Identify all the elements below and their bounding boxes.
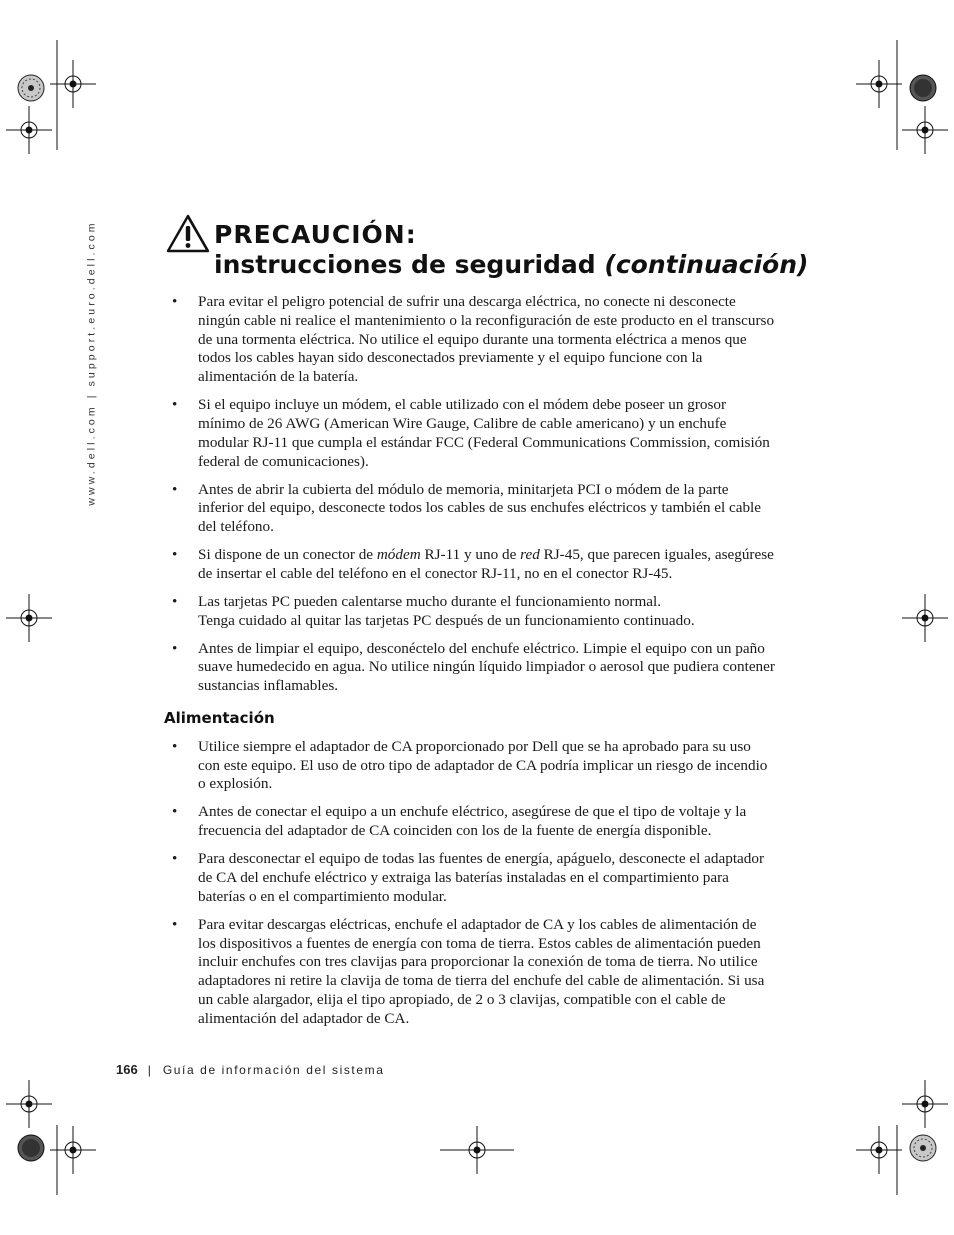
crosshair-target-icon <box>6 594 52 642</box>
power-bullet-list <box>166 738 776 1029</box>
bullet-text: RJ-45, que parecen iguales, asegúrese de insertar el cable del teléfono en el conector RJ-11, no en el conector RJ-45. <box>198 546 774 582</box>
bullet-text: Tenga cuidado al quitar las tarjetas PC después de un funcionamiento continuado. <box>198 611 695 629</box>
crosshair-target-icon <box>902 1080 948 1128</box>
bullet-text: Si dispone de un conector de <box>198 546 377 564</box>
bullet-item: • Si el equipo incluye un módem, el cable utilizado con el módem debe poseer un grosor mínimo de 26 AWG (American Wire Gauge, Calibre de cable americano) y un enchufe modular RJ-11 que cumpla el estándar FCC (Federal Communications Commission, comisión federal de comunicaciones). <box>166 396 776 471</box>
bullet-emphasis: módem <box>376 546 421 564</box>
crosshair-target-icon <box>6 1080 52 1128</box>
heading-line-2-main: instrucciones de seguridad <box>214 250 596 279</box>
section-heading-alimentacion: Alimentación <box>164 709 275 728</box>
crosshair-target-icon <box>856 1126 902 1174</box>
color-wheel-icon <box>910 75 936 101</box>
heading-line-2 <box>214 250 808 280</box>
bullet-item <box>166 546 776 584</box>
warning-triangle-icon <box>166 214 210 254</box>
bullet-item: • Antes de conectar el equipo a un enchufe eléctrico, asegúrese de que el tipo de voltaje y la frecuencia del adaptador de CA coinciden con los de la fuente de energía disponible. <box>166 803 776 841</box>
color-wheel-icon <box>18 75 44 101</box>
color-wheel-icon <box>18 1135 44 1161</box>
sidebar-url-text: www.dell.com | support.euro.dell.com <box>86 220 99 506</box>
bullet-item: • Para desconectar el equipo de todas las fuentes de energía, apáguelo, desconecte el adaptador de CA del enchufe eléctrico y extraiga las baterías instaladas en el compartimiento para baterías o en el compartimiento modular. <box>166 850 776 906</box>
heading-line-2-italic: (continuación) <box>604 250 809 279</box>
bullet-item: • Para evitar descargas eléctricas, enchufe el adaptador de CA y los cables de alimentación de los dispositivos a fuentes de energía con toma de tierra. Estos cables de alimentación pueden incluir enchufes con tres clavijas para proporcionar la conexión de toma de tierra. No utilice adaptadores ni retire la clavija de toma de tierra del enchufe del cable de alimentación. Si usa un cable alargador, elija el tipo apropiado, de 2 o 3 clavijas, compatible con el cable de alimentación del adaptador de CA. <box>166 916 776 1029</box>
page-number: 166 <box>116 1062 138 1077</box>
page-heading <box>214 220 808 280</box>
bullet-item: • Antes de abrir la cubierta del módulo de memoria, minitarjeta PCI o módem de la parte inferior del equipo, desconecte todos los cables de sus enchufes eléctricos y también el cable del teléfono. <box>166 481 776 537</box>
bullet-item: • Para evitar el peligro potencial de sufrir una descarga eléctrica, no conecte ni desconecte ningún cable ni realice el mantenimiento o la reconfiguración de este producto en el transcurso de una tormenta eléctrica. No utilice el equipo durante una tormenta eléctrica a menos que todos los cables hayan sido desconectados previamente y el equipo funcione con la alimentación de la batería. <box>166 293 776 387</box>
heading-line-1: PRECAUCIÓN: <box>214 220 417 249</box>
safety-bullet-list <box>166 293 776 696</box>
bullet-text: RJ-11 y uno de <box>420 546 521 564</box>
crosshair-target-icon <box>440 1126 514 1174</box>
color-wheel-icon <box>910 1135 936 1161</box>
page-body <box>166 293 776 1038</box>
crosshair-target-icon <box>856 60 902 108</box>
sidebar-url <box>84 220 100 506</box>
crosshair-target-icon <box>902 594 948 642</box>
bullet-item: • Utilice siempre el adaptador de CA proporcionado por Dell que se ha aprobado para su uso con este equipo. El uso de otro tipo de adaptador de CA podría implicar un riesgo de incendio o explosión. <box>166 738 776 794</box>
footer-title: Guía de información del sistema <box>162 1063 385 1077</box>
crosshair-target-icon <box>902 106 948 154</box>
bullet-emphasis: red <box>520 546 540 564</box>
bullet-text: Las tarjetas PC pueden calentarse mucho durante el funcionamiento normal. <box>198 592 662 610</box>
crosshair-target-icon <box>6 106 52 154</box>
page-footer <box>116 1062 385 1077</box>
footer-separator: | <box>147 1063 151 1077</box>
bullet-item: • Antes de limpiar el equipo, desconéctelo del enchufe eléctrico. Limpie el equipo con un paño suave humedecido en agua. No utilice ningún líquido limpiador o aerosol que pudiera contener sustancias inflamables. <box>166 640 776 696</box>
bullet-item <box>166 593 776 631</box>
